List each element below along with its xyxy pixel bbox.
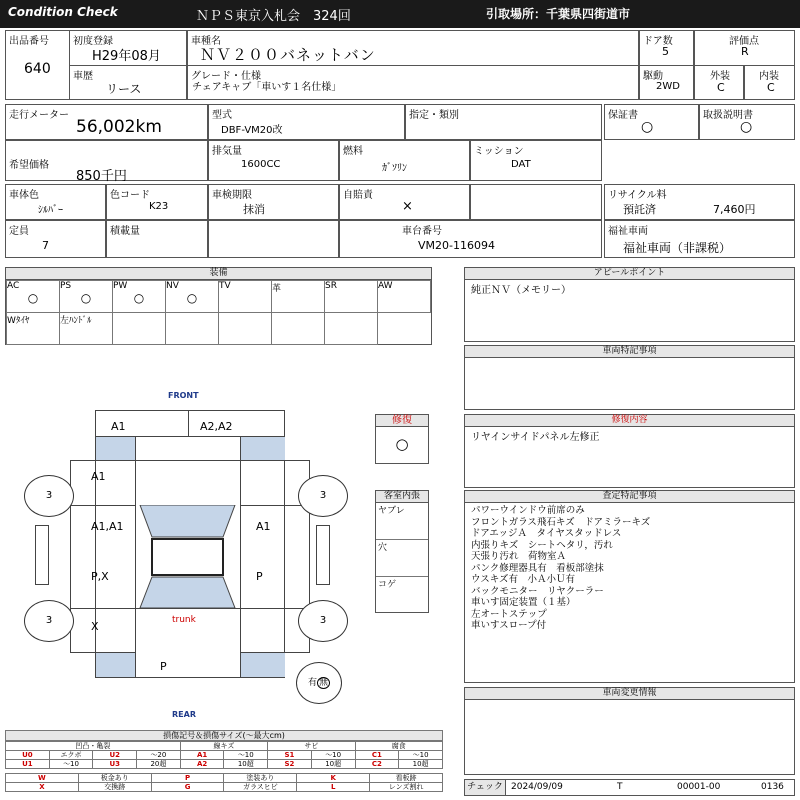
equip-sr: SR bbox=[325, 281, 378, 313]
check-label: チェック bbox=[465, 780, 506, 795]
side-left bbox=[35, 525, 49, 585]
manual-label: 取扱説明書 bbox=[703, 110, 753, 121]
lot-number: 640 bbox=[24, 61, 51, 77]
fuel-label: 燃料 bbox=[343, 146, 363, 157]
special-title: 車両特記事項 bbox=[465, 346, 794, 358]
tyre-rear-right: 3 bbox=[298, 600, 348, 642]
first-reg-label: 初度登録 bbox=[73, 36, 113, 47]
appeal-title: アピールポイント bbox=[465, 268, 794, 280]
history-label: 車歴 bbox=[73, 71, 93, 82]
legend-cell: レンズ割れ bbox=[370, 783, 443, 792]
welfare-cell bbox=[604, 220, 795, 258]
chassis: VM20-116094 bbox=[418, 239, 495, 252]
legend-cell: U1 bbox=[6, 760, 50, 769]
interior-item-burn: コゲ bbox=[378, 580, 397, 590]
legend-cell: X bbox=[6, 783, 79, 792]
legend-cell: L bbox=[297, 783, 370, 792]
damage-door-fr: A1 bbox=[256, 520, 271, 533]
int-label: 内装 bbox=[759, 71, 779, 82]
legend-row bbox=[6, 774, 443, 783]
equip-tv: TV bbox=[219, 281, 272, 313]
spec-cell bbox=[187, 65, 639, 100]
legend-group-corrosion: 腐食 bbox=[355, 742, 443, 751]
drive-cell bbox=[639, 65, 694, 100]
trunk-label: trunk bbox=[172, 615, 196, 625]
inspection-note-line: 天張り汚れ 荷物室Ａ bbox=[471, 551, 567, 562]
repair-content-title: 修復内容 bbox=[465, 415, 794, 427]
tyre-rear-left: 3 bbox=[24, 600, 74, 642]
spare-tyre bbox=[296, 662, 342, 704]
color-code-cell bbox=[106, 184, 208, 220]
legend-cell: G bbox=[151, 783, 224, 792]
front-label: FRONT bbox=[168, 391, 199, 400]
int-cell bbox=[744, 65, 795, 100]
load-cell bbox=[106, 220, 208, 258]
repair-content-panel bbox=[464, 414, 795, 488]
inspection-note-line: パワーウインドウ前席のみ bbox=[471, 505, 585, 516]
equipment-table bbox=[6, 280, 431, 345]
check-t: T bbox=[617, 782, 623, 792]
header-bar bbox=[0, 0, 800, 28]
tyre-front-left: 3 bbox=[24, 475, 74, 517]
mission: DAT bbox=[511, 159, 531, 170]
inspection-note-line: 内張りキズ シートヘタリ，汚れ bbox=[471, 539, 613, 551]
damage-quarter-left: X bbox=[91, 620, 99, 633]
header-title-left: Condition Check bbox=[8, 5, 118, 19]
inspection-notes-panel bbox=[464, 490, 795, 683]
change-info-title: 車両変更情報 bbox=[465, 688, 794, 700]
odo-label: 走行メーター bbox=[9, 110, 69, 121]
legend-cell: U3 bbox=[93, 760, 137, 769]
legend-cell: U2 bbox=[93, 751, 137, 760]
legend-cell: 10超 bbox=[311, 760, 355, 769]
history: リース bbox=[106, 82, 142, 96]
legend-group-rust: サビ bbox=[268, 742, 355, 751]
legend-cell: 〜20 bbox=[137, 751, 181, 760]
interior-item-tear: ヤブレ bbox=[376, 503, 428, 540]
mission-cell bbox=[470, 140, 602, 181]
color-code-label: 色コード bbox=[110, 190, 150, 201]
repair-content-text: リヤインサイドパネル左修正 bbox=[471, 432, 600, 443]
repair-box-value: ○ bbox=[395, 435, 409, 453]
capacity: 7 bbox=[42, 239, 49, 252]
appeal-panel bbox=[464, 267, 795, 342]
legend-cell: C1 bbox=[355, 751, 399, 760]
lot-label: 出品番号 bbox=[9, 36, 49, 47]
fuel-cell bbox=[339, 140, 470, 181]
legend-title: 損傷記号＆損傷サイズ(〜最大cm) bbox=[5, 730, 443, 741]
inspection-label: 車検期限 bbox=[212, 190, 252, 201]
legend-group-dent: 凹凸・亀裂 bbox=[6, 742, 181, 751]
first-reg-cell bbox=[69, 30, 187, 66]
change-info-panel bbox=[464, 687, 795, 775]
legend-cell: 〜10 bbox=[49, 760, 93, 769]
recycle-cell bbox=[604, 184, 795, 220]
capacity-label: 定員 bbox=[9, 226, 29, 237]
spec-label: グレード・仕様 bbox=[191, 71, 261, 82]
doors: 5 bbox=[662, 45, 669, 58]
rear-label: REAR bbox=[172, 710, 196, 719]
legend-cell: 〜10 bbox=[224, 751, 268, 760]
welfare: 福祉車両（非課税） bbox=[623, 241, 732, 255]
first-reg: H29年08月 bbox=[92, 49, 161, 64]
header-title-center: ＮＰＳ東京入札会 324回 bbox=[196, 9, 351, 24]
color-label: 車体色 bbox=[9, 190, 39, 201]
legend bbox=[5, 730, 443, 798]
legend-cell: 交換跡 bbox=[78, 783, 151, 792]
warranty-label: 保証書 bbox=[608, 110, 638, 121]
disp-label: 排気量 bbox=[212, 146, 242, 157]
inspection-note-line: ドアエッジＡ タイヤスタッドレス bbox=[471, 528, 622, 539]
legend-cell: 板金あり bbox=[78, 774, 151, 783]
roof-drawing bbox=[135, 505, 240, 610]
interior-title: 客室内張 bbox=[376, 491, 428, 503]
tyre-front-right: 3 bbox=[298, 475, 348, 517]
inspection-note-line: 車いすスロープ付 bbox=[471, 620, 547, 631]
grade-cell bbox=[694, 30, 795, 66]
inspection-notes-title: 査定特記事項 bbox=[465, 491, 794, 503]
legend-table-2 bbox=[5, 773, 443, 792]
inspection-note-line: バックモニター リヤクーラー bbox=[471, 585, 604, 597]
legend-cell: エクボ bbox=[49, 751, 93, 760]
capacity-cell bbox=[5, 220, 106, 258]
history-cell bbox=[69, 65, 187, 100]
legend-cell: U0 bbox=[6, 751, 50, 760]
drive: 2WD bbox=[656, 81, 680, 92]
chassis-label: 車台番号 bbox=[402, 226, 442, 237]
check-code: 00001-00 bbox=[677, 782, 721, 792]
inspection-note-line: 左オートステップ bbox=[471, 608, 547, 620]
equipment-title: 装備 bbox=[6, 268, 431, 280]
spare-label: 有 bbox=[307, 678, 317, 688]
model: DBF-VM20改 bbox=[221, 125, 283, 136]
designation-label: 指定・類別 bbox=[409, 110, 459, 121]
equip-pw: PW ○ bbox=[113, 281, 166, 313]
grade: R bbox=[741, 45, 749, 58]
legend-cell: 〜10 bbox=[399, 751, 443, 760]
load-label: 積載量 bbox=[110, 226, 140, 237]
car-name-cell bbox=[187, 30, 639, 66]
legend-row bbox=[6, 751, 443, 760]
equip-lhd: 左ﾊﾝﾄﾞﾙ bbox=[60, 313, 113, 345]
int: C bbox=[767, 81, 775, 94]
odo-cell bbox=[5, 104, 208, 140]
legend-row bbox=[6, 783, 443, 792]
insurance-cell bbox=[339, 184, 470, 220]
damage-door-rr: P bbox=[256, 570, 263, 583]
inspection-note-line: パンク修理器具有 看板部塗抹 bbox=[471, 562, 604, 574]
inspection-note-line: 車いす固定装置（１基） bbox=[471, 597, 576, 608]
legend-cell: W bbox=[6, 774, 79, 783]
footer-bar bbox=[464, 779, 795, 796]
designation-cell bbox=[405, 104, 602, 140]
equip-ac: AC ○ bbox=[7, 281, 60, 313]
appeal-text: 純正ＮＶ（メモリー） bbox=[471, 285, 571, 296]
doors-cell bbox=[639, 30, 694, 66]
window-fl bbox=[96, 437, 135, 460]
legend-cell: 塗装あり bbox=[224, 774, 297, 783]
damage-rear: P bbox=[160, 660, 167, 673]
color-code: K23 bbox=[149, 201, 169, 212]
legend-cell: 10超 bbox=[224, 760, 268, 769]
check-num: 0136 bbox=[761, 782, 784, 792]
legend-cell: 〜10 bbox=[311, 751, 355, 760]
check-date: 2024/09/09 bbox=[511, 782, 563, 792]
recycle-label: リサイクル料 bbox=[608, 190, 667, 201]
special-panel bbox=[464, 345, 795, 410]
legend-cell: A1 bbox=[180, 751, 224, 760]
insurance: × bbox=[402, 199, 413, 214]
spec: チェアキャブ「車いす１名仕様」 bbox=[192, 82, 342, 93]
damage-front-left: A1 bbox=[111, 420, 126, 433]
price: 850千円 bbox=[76, 169, 127, 184]
lot-cell bbox=[5, 30, 70, 100]
header-title-right: 引取場所：千葉県四街道市 bbox=[486, 7, 631, 21]
damage-door-rl: P,X bbox=[91, 570, 109, 583]
equip-wtire: Wﾀｲﾔ bbox=[7, 313, 60, 345]
window-rr bbox=[241, 653, 285, 677]
equip-ps: PS ○ bbox=[60, 281, 113, 313]
ext-label: 外装 bbox=[710, 71, 730, 82]
equipment-panel bbox=[5, 267, 432, 345]
interior-item-hole: 穴 bbox=[376, 540, 428, 577]
inspection-cell bbox=[208, 184, 339, 220]
damage-door-fl: A1,A1 bbox=[91, 520, 124, 533]
warranty: ○ bbox=[641, 119, 654, 135]
blank-cell-2 bbox=[208, 220, 339, 258]
damage-fender-left: A1 bbox=[91, 470, 106, 483]
repair-box-title: 修復 bbox=[376, 415, 428, 427]
warranty-cell bbox=[604, 104, 699, 140]
equip-aw: AW bbox=[378, 281, 431, 313]
car-diagram bbox=[0, 380, 375, 720]
inspection-notes-list bbox=[465, 503, 794, 634]
legend-cell: S2 bbox=[268, 760, 312, 769]
manual: ○ bbox=[740, 119, 753, 135]
model-label: 型式 bbox=[212, 110, 232, 121]
fuel: ｶﾞｿﾘﾝ bbox=[382, 163, 407, 174]
price-label: 希望価格 bbox=[9, 160, 49, 171]
odometer: 56,002km bbox=[76, 117, 162, 137]
legend-table bbox=[5, 741, 443, 769]
drive-label: 駆動 bbox=[643, 71, 663, 82]
ext-cell bbox=[694, 65, 744, 100]
interior-panel bbox=[375, 490, 429, 613]
equip-leather: 革 bbox=[272, 281, 325, 313]
damage-front-right: A2,A2 bbox=[200, 420, 233, 433]
legend-row bbox=[6, 760, 443, 769]
blank-cell bbox=[470, 184, 602, 220]
price-cell bbox=[5, 140, 208, 184]
doors-label: ドア数 bbox=[643, 36, 673, 47]
legend-cell: P bbox=[151, 774, 224, 783]
legend-cell: C2 bbox=[355, 760, 399, 769]
side-right bbox=[316, 525, 330, 585]
recycle-status: 預託済 bbox=[623, 203, 656, 216]
window-rl bbox=[96, 653, 135, 677]
legend-cell: 20超 bbox=[137, 760, 181, 769]
legend-cell: K bbox=[297, 774, 370, 783]
manual-cell bbox=[699, 104, 795, 140]
legend-group-scratch: 線キズ bbox=[180, 742, 267, 751]
model-cell bbox=[208, 104, 405, 140]
mission-label: ミッション bbox=[474, 146, 524, 157]
legend-cell: S1 bbox=[268, 751, 312, 760]
spare-mark: 無 bbox=[319, 678, 329, 688]
car-name-label: 車種名 bbox=[191, 36, 221, 47]
displacement-cell bbox=[208, 140, 339, 181]
car-name: ＮＶ２００バネットバン bbox=[200, 46, 376, 64]
insurance-label: 自賠責 bbox=[343, 190, 373, 201]
legend-cell: A2 bbox=[180, 760, 224, 769]
chassis-cell bbox=[339, 220, 602, 258]
equip-nv: NV ○ bbox=[166, 281, 219, 313]
inspection-note-line: フロントガラス飛石キズ ドアミラーキズ bbox=[471, 516, 651, 528]
ext: C bbox=[717, 81, 725, 94]
legend-cell: 看板跡 bbox=[370, 774, 443, 783]
window-fr bbox=[241, 437, 285, 460]
repair-box bbox=[375, 414, 429, 464]
color: ｼﾙﾊﾞｰ bbox=[38, 205, 63, 216]
recycle-amount: 7,460円 bbox=[713, 203, 756, 216]
displacement: 1600CC bbox=[241, 159, 281, 170]
legend-cell: 10超 bbox=[399, 760, 443, 769]
grade-label: 評価点 bbox=[729, 36, 759, 47]
inspection: 抹消 bbox=[243, 203, 265, 216]
color-cell bbox=[5, 184, 106, 220]
welfare-label: 福祉車両 bbox=[608, 226, 648, 237]
inspection-note-line: ウスキズ有 小Ａ小Ｕ有 bbox=[471, 574, 576, 585]
legend-cell: ガラスヒビ bbox=[224, 783, 297, 792]
